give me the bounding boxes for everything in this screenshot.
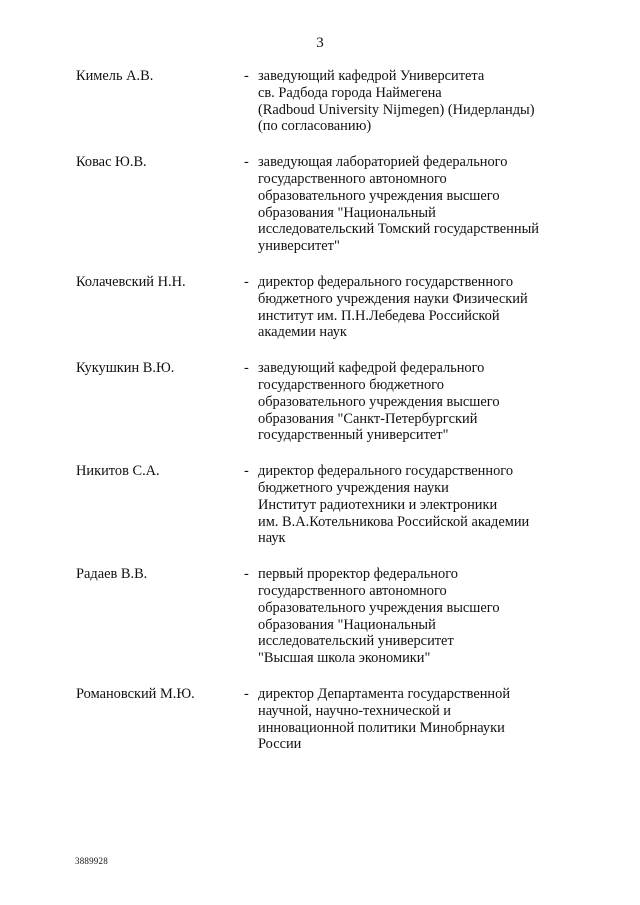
member-dash: - — [244, 68, 249, 84]
member-entry — [76, 154, 576, 255]
member-entry — [76, 686, 576, 753]
member-dash: - — [244, 566, 249, 583]
member-list — [76, 68, 576, 753]
member-dash: - — [244, 685, 249, 702]
member-dash: - — [244, 360, 249, 377]
member-entry — [76, 274, 576, 341]
page-number: 3 — [316, 35, 324, 51]
member-name: Колачевский Н.Н. — [76, 273, 186, 290]
member-name: Кимель А.В. — [76, 68, 154, 84]
member-entry — [76, 360, 576, 444]
member-dash: - — [244, 154, 249, 171]
member-name: Романовский М.Ю. — [76, 685, 195, 702]
member-position: директор Департамента государственной научной, научно-технической и инновационной политики Минобрнауки России — [258, 685, 511, 753]
member-position: заведующая лабораторией федерального государственного автономного образовательного учреждения высшего образования "Национальный исследовательский Томский государственный университет" — [258, 154, 539, 255]
member-entry — [76, 463, 576, 547]
member-dash: - — [244, 273, 249, 290]
member-position: заведующий кафедрой федерального государственного бюджетного образовательного учреждения высшего образования "Санкт-Петербургский государственный университет" — [258, 360, 500, 444]
member-dash: - — [244, 463, 249, 480]
member-name: Никитов С.А. — [76, 463, 160, 480]
member-name: Радаев В.В. — [76, 566, 148, 583]
member-position: первый проректор федерального государственного автономного образовательного учреждения высшего образования "Национальный исследовательский университет "Высшая школа экономики" — [258, 566, 500, 667]
member-entry — [76, 68, 576, 135]
member-position: директор федерального государственного бюджетного учреждения науки Физический институт им. П.Н.Лебедева Российской академии наук — [258, 273, 528, 341]
member-position: директор федерального государственного бюджетного учреждения науки Институт радиотехники и электроники им. В.А.Котельникова Российской академии наук — [258, 463, 530, 547]
member-position: заведующий кафедрой Университета св. Радбода города Наймегена (Radboud University Nijmegen) (Нидерланды) (по согласованию) — [258, 68, 535, 135]
member-entry — [76, 566, 576, 667]
member-name: Ковас Ю.В. — [76, 154, 147, 171]
member-name: Кукушкин В.Ю. — [76, 360, 175, 377]
document-number: 3889928 — [75, 856, 108, 866]
